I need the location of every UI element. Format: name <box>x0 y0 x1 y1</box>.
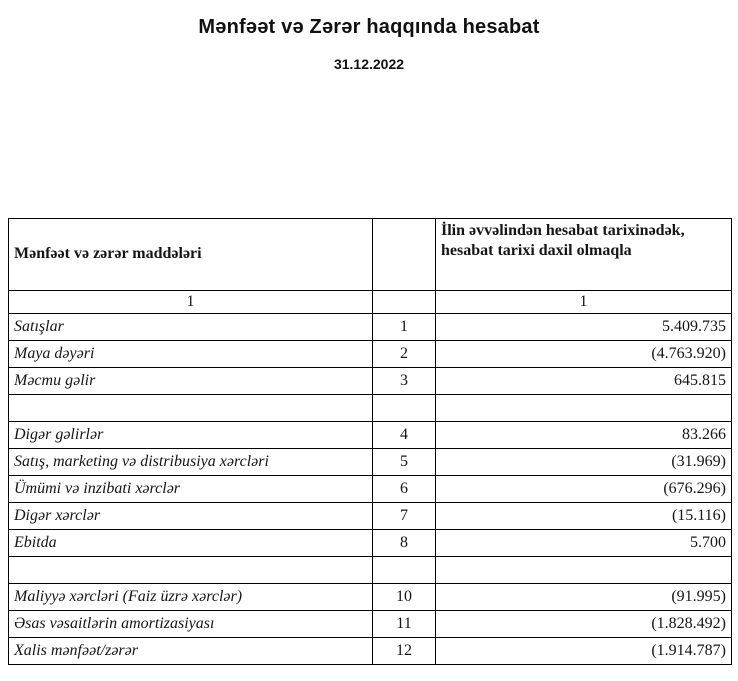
row-value: (1.914.787) <box>436 638 732 665</box>
row-number: 3 <box>373 368 436 395</box>
row-label: Maya dəyəri <box>9 341 373 368</box>
row-label: Ümümi və inzibati xərclər <box>9 476 373 503</box>
table-row-empty <box>9 395 732 422</box>
row-number: 1 <box>373 314 436 341</box>
row-label: Xalis mənfəət/zərər <box>9 638 373 665</box>
row-value: (676.296) <box>436 476 732 503</box>
table-row <box>9 422 732 449</box>
row-value: (1.828.492) <box>436 611 732 638</box>
row-label: Əsas vəsaitlərin amortizasiyası <box>9 611 373 638</box>
row-value: (15.116) <box>436 503 732 530</box>
table-row <box>9 449 732 476</box>
table-header-row <box>9 219 732 291</box>
header-empty-cell <box>373 219 436 291</box>
row-value <box>436 395 732 422</box>
table-row <box>9 638 732 665</box>
row-value: 645.815 <box>436 368 732 395</box>
row-value: (91.995) <box>436 584 732 611</box>
row-value: (31.969) <box>436 449 732 476</box>
row-number: 7 <box>373 503 436 530</box>
row-number <box>373 395 436 422</box>
row-number: 4 <box>373 422 436 449</box>
table-row <box>9 584 732 611</box>
row-label: Digər xərclər <box>9 503 373 530</box>
table-row <box>9 503 732 530</box>
row-label: Digər gəlirlər <box>9 422 373 449</box>
row-number <box>373 557 436 584</box>
document-title: Mənfəət və Zərər haqqında hesabat <box>198 16 540 38</box>
row-number: 12 <box>373 638 436 665</box>
table-row <box>9 611 732 638</box>
pnl-table <box>8 218 732 665</box>
row-number: 2 <box>373 341 436 368</box>
row-label: Satışlar <box>9 314 373 341</box>
table-row <box>9 530 732 557</box>
row-value: (4.763.920) <box>436 341 732 368</box>
document-date: 31.12.2022 <box>333 56 405 72</box>
column-index-row <box>9 291 732 314</box>
row-number: 5 <box>373 449 436 476</box>
document-page <box>0 16 738 681</box>
row-label: Məcmu gəlir <box>9 368 373 395</box>
header-period-label: İlin əvvəlindən hesabat tarixinədək, hesabat tarixi daxil olmaqla <box>436 219 732 291</box>
row-label <box>9 395 373 422</box>
table-row <box>9 476 732 503</box>
row-label: Satış, marketing və distribusiya xərcləri <box>9 449 373 476</box>
row-number: 10 <box>373 584 436 611</box>
table-row <box>9 368 732 395</box>
row-value: 83.266 <box>436 422 732 449</box>
table-row <box>9 341 732 368</box>
row-label: Ebitda <box>9 530 373 557</box>
header-items-label: Mənfəət və zərər maddələri <box>9 219 373 291</box>
table-row-empty <box>9 557 732 584</box>
row-value <box>436 557 732 584</box>
row-label: Maliyyə xərcləri (Faiz üzrə xərclər) <box>9 584 373 611</box>
row-value: 5.700 <box>436 530 732 557</box>
column-index-items: 1 <box>9 291 373 314</box>
row-number: 6 <box>373 476 436 503</box>
row-label <box>9 557 373 584</box>
column-index-empty <box>373 291 436 314</box>
column-index-value: 1 <box>436 291 732 314</box>
row-value: 5.409.735 <box>436 314 732 341</box>
table-row <box>9 314 732 341</box>
row-number: 11 <box>373 611 436 638</box>
row-number: 8 <box>373 530 436 557</box>
